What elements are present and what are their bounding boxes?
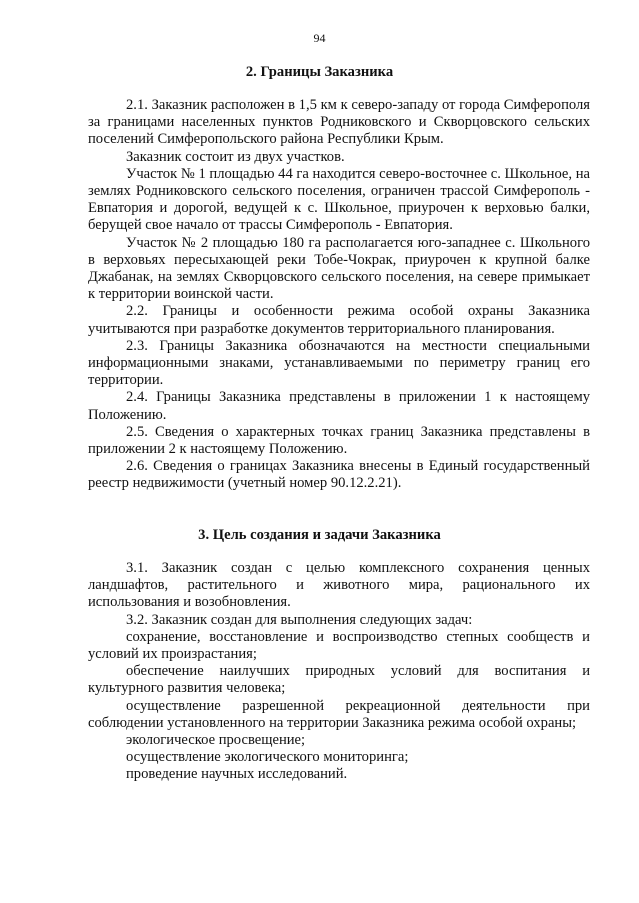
paragraph-2-2: 2.2. Границы и особенности режима особой охраны Заказника учитываются при разработке документов территориального планирования. [88,303,590,337]
section-2-body [88,97,590,493]
section-3-body [88,560,590,784]
task-item: проведение научных исследований. [126,766,348,783]
paragraph-2-5: 2.5. Сведения о характерных точках границ Заказника представлены в приложении 2 к настоящему Положению. [88,423,590,458]
paragraph-2-4: 2.4. Границы Заказника представлены в приложении 1 к настоящему Положению. [88,389,590,423]
paragraph-3-1: 3.1. Заказник создан с целью комплексного сохранения ценных ландшафтов, растительного и животного мира, рационального их использования и возобновления. [88,560,590,611]
paragraph-3-2: 3.2. Заказник создан для выполнения следующих задач: [126,611,473,628]
task-item: сохранение, восстановление и воспроизводство степных сообществ и условий их произрастания; [88,628,590,663]
paragraph-2-1: 2.1. Заказник расположен в 1,5 км к северо-западу от города Симферополя за границами населенных пунктов Родниковского и Скворцовского сельских поселений Симферопольского района Республики Крым. [88,97,590,148]
page-number: 94 [313,31,326,45]
paragraph-plot-1: Участок № 1 площадью 44 га находится северо-восточнее с. Школьное, на землях Родниковского сельского поселения, ограничен трассой Симферополь - Евпатория и дорогой, ведущей к с. Школьное, приурочен к верховью балки, берущей свое начало от трассы Симферополь - Евпатория. [88,165,590,234]
section-3-heading: 3. Цель создания и задачи Заказника [198,527,441,543]
paragraph-2-intro: Заказник состоит из двух участков. [126,148,345,165]
task-item: экологическое просвещение; [126,732,306,749]
paragraph-plot-2: Участок № 2 площадью 180 га располагается юго-западнее с. Школьного в верховьях пересыхающей реки Тобе-Чокрак, приурочен к крупной балке Джабанак, на землях Скворцовского сельского поселения, на севере примыкает к территории воинской части. [88,234,590,303]
paragraph-2-3: 2.3. Границы Заказника обозначаются на местности специальными информационными знаками, устанавливаемыми по периметру границ его территории. [88,337,590,389]
task-item: осуществление экологического мониторинга; [126,749,409,766]
section-2-heading: 2. Границы Заказника [245,64,394,80]
paragraph-2-6: 2.6. Сведения о границах Заказника внесены в Единый государственный реестр недвижимости (учетный номер 90.12.2.21). [88,458,590,492]
task-item: обеспечение наилучших природных условий для воспитания и культурного развития человека; [88,663,590,697]
task-item: осуществление разрешенной рекреационной деятельности при соблюдении установленного на территории Заказника режима особой охраны; [88,697,590,731]
